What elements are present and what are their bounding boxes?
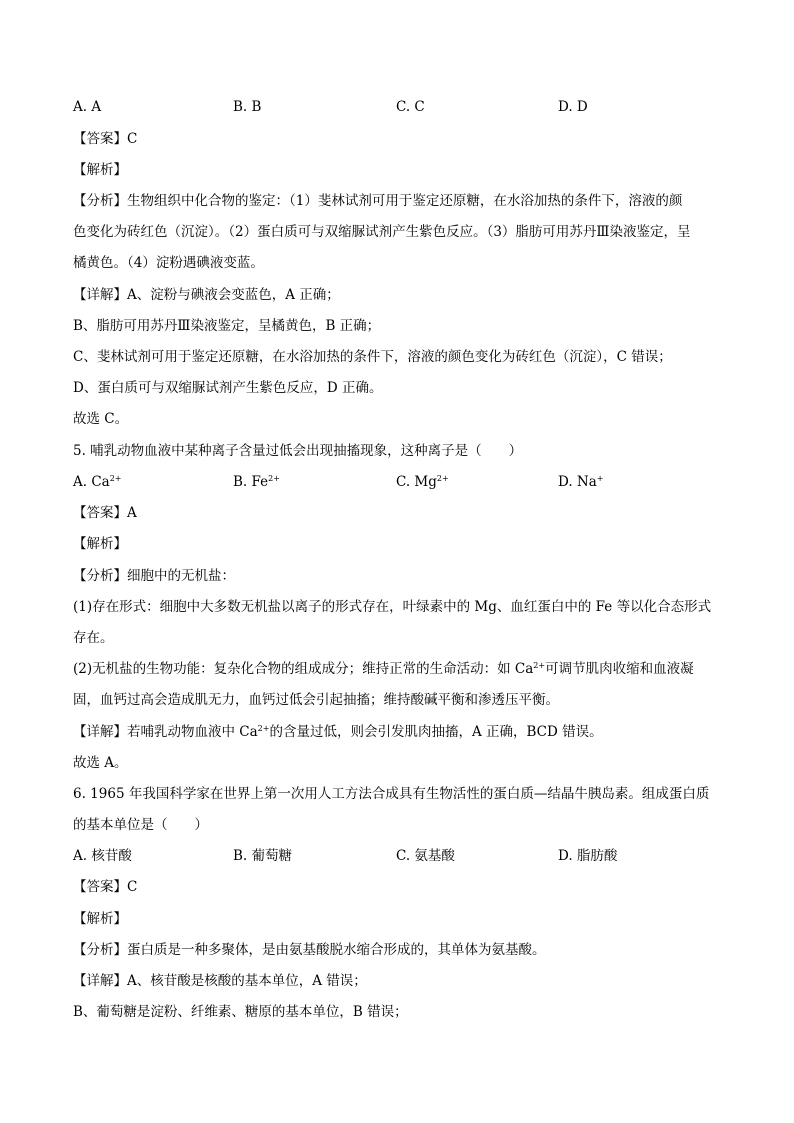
point-text-cont: 可调节肌肉收缩和血液凝 — [545, 661, 694, 677]
detail-text: A、核苷酸是核酸的基本单位，A 错误； — [127, 973, 367, 989]
q5-stem: 5. 哺乳动物血液中某种离子含量过低会出现抽搐现象，这种离子是（ ） — [73, 443, 523, 459]
analysis-tag: 【分析】 — [73, 568, 127, 584]
detail-text-cont: 的含量过低，则会引发肌肉抽搐，A 正确，BCD 错误。 — [269, 724, 603, 740]
q5-conclusion: 故选 A。 — [73, 755, 128, 771]
analysis-tag: 【分析】 — [73, 942, 127, 958]
q6-analysis — [73, 940, 546, 960]
q5-option-d — [558, 472, 604, 492]
answer-tag: 【答案】 — [73, 505, 127, 521]
q5-answer — [73, 503, 137, 523]
q6-jiexi-heading: 【解析】 — [73, 911, 127, 927]
ion-charge: 2+ — [257, 724, 270, 733]
q6-option-d: D. 脂肪酸 — [558, 848, 618, 864]
q5-point-1-line-2: 存在。 — [73, 630, 114, 646]
option-superscript: 2+ — [436, 474, 449, 483]
option-text: D. Na — [558, 474, 597, 490]
q4-detail-line-3: C、斐林试剂可用于鉴定还原糖，在水浴加热的条件下，溶液的颜色变化为砖红色（沉淀），C 错误； — [73, 349, 672, 365]
answer-value: A — [127, 505, 137, 521]
q4-analysis-line-3: 橘黄色。（4）淀粉遇碘液变蓝。 — [73, 255, 264, 271]
ion-charge: 2+ — [533, 661, 546, 670]
q4-analysis-line-1 — [73, 191, 682, 211]
q4-option-a: A. A — [73, 99, 102, 115]
analysis-text: 蛋白质是一种多聚体，是由氨基酸脱水缩合形成的，其单体为氨基酸。 — [127, 942, 546, 958]
q6-option-b: B. 葡萄糖 — [233, 848, 293, 864]
analysis-tag: 【分析】 — [73, 193, 127, 209]
answer-value: C — [127, 131, 138, 147]
q6-option-a: A. 核苷酸 — [73, 848, 132, 864]
option-text: B. Fe — [233, 474, 269, 490]
q4-option-b: B. B — [233, 99, 262, 115]
analysis-text: 生物组织中化合物的鉴定：（1）斐林试剂可用于鉴定还原糖，在水浴加热的条件下，溶液的颜 — [127, 193, 683, 209]
q4-detail-line-1 — [73, 285, 340, 305]
detail-tag: 【详解】 — [73, 724, 127, 740]
q4-detail-line-4: D、蛋白质可与双缩脲试剂产生紫色反应，D 正确。 — [73, 380, 383, 396]
q5-point-2-line-1 — [73, 659, 694, 679]
q5-jiexi-heading: 【解析】 — [73, 536, 127, 552]
answer-tag: 【答案】 — [73, 131, 127, 147]
q4-jiexi-heading: 【解析】 — [73, 162, 127, 178]
q4-analysis-line-2: 色变化为砖红色（沉淀）。（2）蛋白质可与双缩脲试剂产生紫色反应。（3）脂肪可用苏丹Ⅲ染液鉴定，呈 — [73, 224, 691, 240]
detail-tag: 【详解】 — [73, 973, 127, 989]
q4-option-d: D. D — [558, 99, 588, 115]
answer-tag: 【答案】 — [73, 879, 127, 895]
point-text: (2)无机盐的生物功能：复杂化合物的组成成分；维持正常的生命活动：如 Ca — [73, 661, 534, 677]
q5-point-2-line-2: 固，血钙过高会造成肌无力，血钙过低会引起抽搐；维持酸碱平衡和渗透压平衡。 — [73, 692, 559, 708]
q6-stem-line-2: 的基本单位是（ ） — [73, 817, 208, 833]
option-superscript: + — [596, 474, 604, 483]
option-superscript: 2+ — [268, 474, 280, 483]
q5-point-1-line-1: (1)存在形式：细胞中大多数无机盐以离子的形式存在，叶绿素中的 Mg、血红蛋白中的 Fe 等以化合态形式 — [73, 599, 712, 615]
q5-option-a — [73, 472, 122, 492]
q6-detail-line-1 — [73, 971, 367, 991]
q6-detail-line-2: B、葡萄糖是淀粉、纤维素、糖原的基本单位，B 错误； — [73, 1004, 408, 1020]
q6-option-c: C. 氨基酸 — [396, 848, 455, 864]
q5-detail — [73, 722, 603, 742]
q4-detail-line-2: B、脂肪可用苏丹Ⅲ染液鉴定，呈橘黄色，B 正确； — [73, 318, 381, 334]
option-text: A. Ca — [73, 474, 110, 490]
q5-option-b — [233, 472, 280, 492]
q5-analysis — [73, 566, 235, 586]
q4-answer — [73, 129, 137, 149]
option-superscript: 2+ — [109, 474, 122, 483]
analysis-text: 细胞中的无机盐： — [127, 568, 235, 584]
q5-option-c — [396, 472, 449, 492]
q4-option-c: C. C — [396, 99, 425, 115]
detail-text: 若哺乳动物血液中 Ca — [127, 724, 258, 740]
q6-answer — [73, 877, 137, 897]
q6-stem-line-1: 6. 1965 年我国科学家在世界上第一次用人工方法合成具有生物活性的蛋白质—结晶牛胰岛素。组成蛋白质 — [73, 786, 710, 802]
detail-tag: 【详解】 — [73, 287, 127, 303]
detail-text: A、淀粉与碘液会变蓝色，A 正确； — [127, 287, 340, 303]
option-text: C. Mg — [396, 474, 437, 490]
q4-conclusion: 故选 C。 — [73, 411, 129, 427]
answer-value: C — [127, 879, 138, 895]
